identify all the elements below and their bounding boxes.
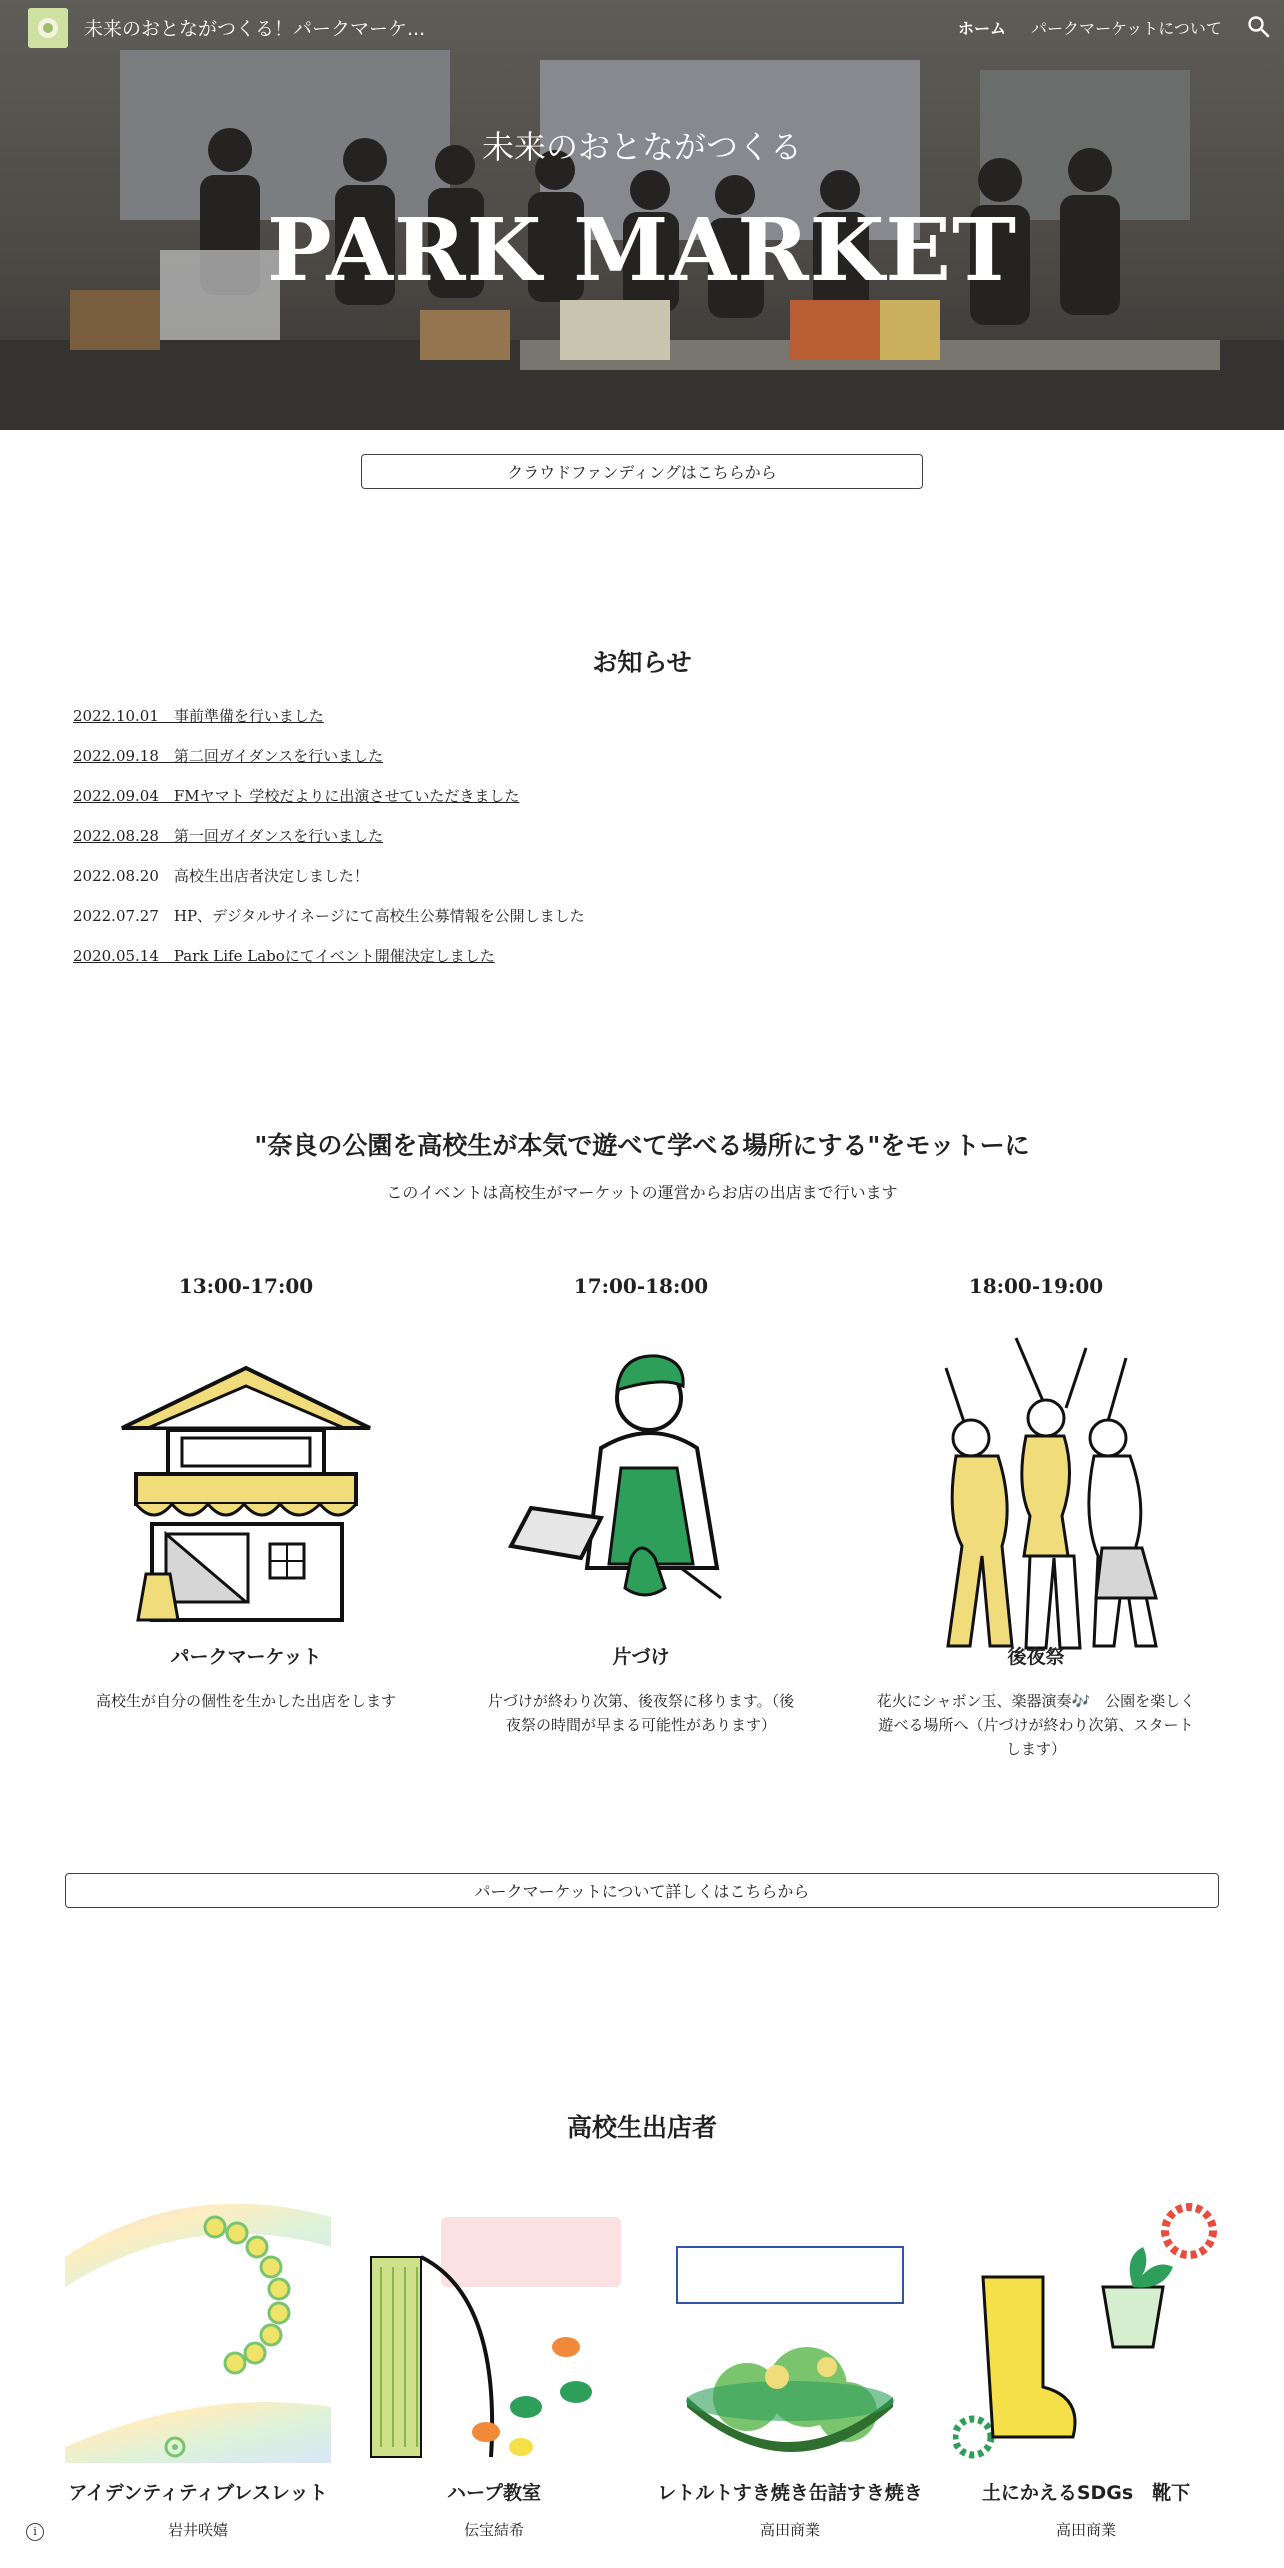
vendor-card[interactable] (361, 2197, 627, 2540)
vendor-name: ハープ教室 (446, 2482, 542, 2504)
news-item: 2022.07.27 HP、デジタルサイネージにて高校生公募情報を公開しました (73, 907, 585, 925)
vendors-heading: 高校生出店者 (566, 2113, 717, 2142)
vendor-card[interactable] (65, 2197, 331, 2540)
schedule-desc: 片づけが終わり次第、後夜祭に移ります。（後夜祭の時間が早まる可能性があります） (487, 1692, 795, 1734)
vendor-name: 土にかえるSDGs 靴下 (981, 2482, 1191, 2504)
vendor-name: レトルトすき焼き缶詰すき焼き (657, 2482, 923, 2504)
vendor-image[interactable] (657, 2197, 923, 2463)
search-icon[interactable] (1246, 14, 1272, 40)
schedule-desc: 花火にシャボン玉、楽器演奏🎶 公園を楽しく遊べる場所へ（片づけが終わり次第、スタートします） (876, 1692, 1196, 1758)
schedule-title: パークマーケット (170, 1646, 322, 1668)
crowdfunding-button[interactable]: クラウドファンディングはこちらから (361, 454, 923, 489)
vendor-image[interactable] (361, 2197, 627, 2463)
news-item[interactable]: 2022.09.18 第二回ガイダンスを行いました (73, 747, 384, 765)
vendor-owner: 伝宝結希 (463, 2521, 524, 2539)
afterparty-illustration (876, 1328, 1196, 1658)
schedule-cleanup (481, 1274, 801, 1737)
vendor-card[interactable] (657, 2197, 923, 2540)
vendor-owner: 高田商業 (759, 2521, 820, 2539)
news-item[interactable]: 2020.05.14 Park Life Laboにてイベント開催決定しました (73, 947, 495, 965)
hero-banner (0, 0, 1284, 430)
vendor-card[interactable] (953, 2197, 1219, 2540)
schedule-time: 13:00-17:00 (178, 1274, 314, 1298)
hero-title: PARK MARKET (267, 200, 1017, 301)
schedule-title: 片づけ (612, 1646, 670, 1668)
vendor-image[interactable] (65, 2197, 331, 2463)
news-item: 2022.08.20 高校生出店者決定しました！ (73, 867, 369, 885)
nav-about-link[interactable]: パークマーケットについて (1031, 19, 1222, 38)
schedule-title: 後夜祭 (1007, 1646, 1065, 1668)
motto-heading: "奈良の公園を高校生が本気で遊べて学べる場所にする"をモットーに (254, 1131, 1030, 1160)
schedule-desc: 高校生が自分の個性を生かした出店をします (95, 1692, 396, 1710)
vendor-image[interactable] (953, 2197, 1219, 2463)
hero-subtitle: 未来のおとながつくる (481, 128, 802, 166)
schedule-afterparty (876, 1274, 1196, 1761)
site-title[interactable]: 未来のおとながつくる！パークマーケ... (84, 18, 426, 40)
about-park-market-button[interactable]: パークマーケットについて詳しくはこちらから (65, 1873, 1219, 1908)
news-item[interactable]: 2022.09.04 FMヤマト 学校だよりに出演させていただきました (73, 787, 520, 805)
news-list (73, 700, 1073, 980)
info-icon[interactable]: i (26, 2523, 44, 2541)
schedule-market (86, 1274, 406, 1713)
vendor-owner: 岩井咲嬉 (167, 2521, 228, 2539)
motto-subtitle: このイベントは高校生がマーケットの運営からお店の出店まで行います (386, 1183, 898, 1202)
news-item[interactable]: 2022.08.28 第一回ガイダンスを行いました (73, 827, 384, 845)
market-stall-illustration (86, 1328, 406, 1628)
news-item[interactable]: 2022.10.01 事前準備を行いました (73, 707, 324, 725)
schedule-time: 17:00-18:00 (573, 1274, 709, 1298)
news-heading: お知らせ (592, 648, 692, 677)
nav-home-link[interactable]: ホーム (958, 19, 1007, 38)
vendor-name: アイデンティティブレスレット (68, 2482, 328, 2504)
cleanup-illustration (481, 1328, 801, 1628)
site-logo[interactable] (28, 8, 68, 48)
top-navigation (0, 0, 1284, 56)
schedule-time: 18:00-19:00 (968, 1274, 1104, 1298)
vendor-owner: 高田商業 (1055, 2521, 1116, 2539)
